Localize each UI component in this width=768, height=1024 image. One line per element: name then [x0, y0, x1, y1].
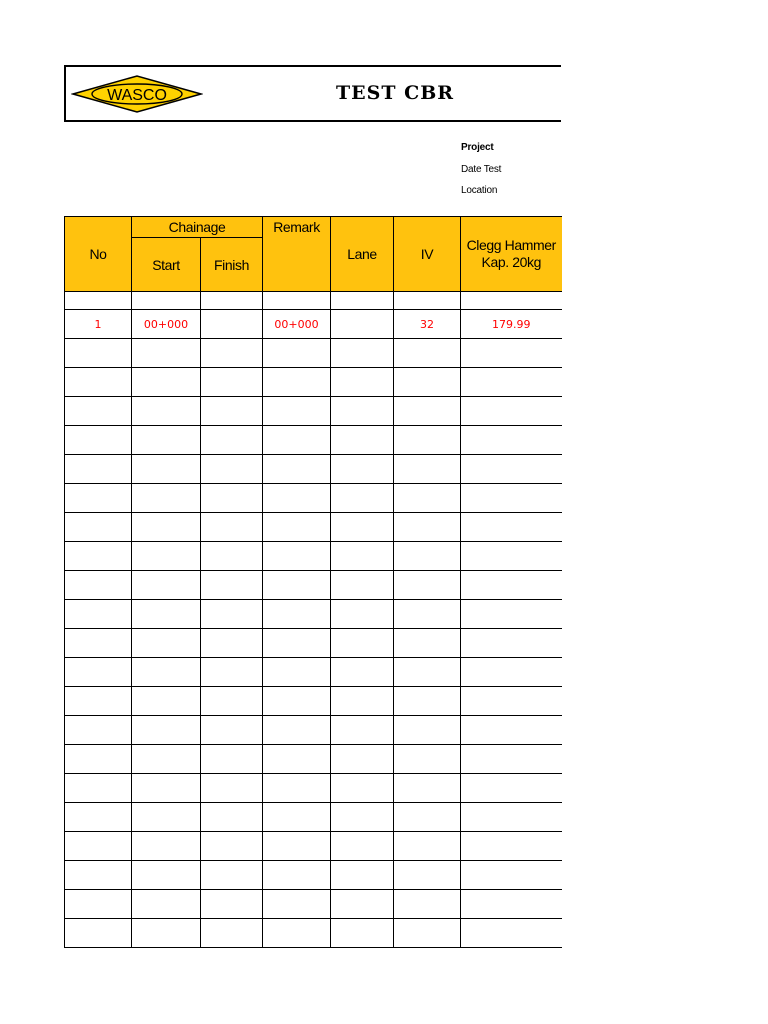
cbr-table: [64, 216, 562, 948]
empty-cell: [394, 368, 461, 397]
empty-cell: [461, 890, 562, 919]
empty-cell: [263, 426, 331, 455]
empty-cell: [201, 687, 263, 716]
empty-cell: [394, 600, 461, 629]
empty-cell: [65, 368, 132, 397]
empty-cell: [461, 919, 562, 948]
table-row: [65, 658, 562, 687]
empty-cell: [263, 658, 331, 687]
table-row: [65, 397, 562, 426]
empty-cell: [65, 542, 132, 571]
empty-cell: [201, 890, 263, 919]
col-header-remark: Remark: [263, 217, 331, 292]
empty-cell: [263, 600, 331, 629]
table-row: [65, 426, 562, 455]
empty-cell: [394, 716, 461, 745]
empty-cell: [394, 832, 461, 861]
empty-cell: [331, 397, 394, 426]
empty-cell: [394, 339, 461, 368]
empty-cell: [394, 774, 461, 803]
empty-cell: [394, 513, 461, 542]
empty-cell: [394, 861, 461, 890]
empty-cell: [331, 571, 394, 600]
empty-cell: [461, 542, 562, 571]
empty-cell: [394, 890, 461, 919]
table-row: [65, 687, 562, 716]
empty-cell: [461, 397, 562, 426]
empty-cell: [201, 629, 263, 658]
empty-cell: [331, 426, 394, 455]
empty-cell: [65, 890, 132, 919]
wasco-logo: [71, 74, 203, 114]
empty-cell: [132, 861, 201, 890]
empty-cell: [331, 687, 394, 716]
empty-cell: [331, 629, 394, 658]
empty-cell: [263, 803, 331, 832]
empty-cell: [132, 397, 201, 426]
empty-cell: [331, 484, 394, 513]
empty-cell: [201, 426, 263, 455]
empty-cell: [394, 658, 461, 687]
empty-cell: [331, 368, 394, 397]
empty-cell: [201, 658, 263, 687]
date-test-label: Date Test: [461, 164, 502, 175]
empty-cell: [461, 658, 562, 687]
empty-cell: [394, 571, 461, 600]
empty-cell: [201, 455, 263, 484]
empty-cell: [461, 745, 562, 774]
page-title: TEST CBR: [336, 82, 455, 104]
empty-cell: [65, 484, 132, 513]
empty-cell: [331, 339, 394, 368]
empty-cell: [201, 600, 263, 629]
empty-cell: [132, 368, 201, 397]
empty-cell: [65, 658, 132, 687]
empty-cell: [263, 890, 331, 919]
empty-cell: [394, 687, 461, 716]
cell-iv: 32: [394, 310, 461, 339]
cell-remark: 00+000: [263, 310, 331, 339]
empty-cell: [331, 513, 394, 542]
empty-cell: [331, 658, 394, 687]
empty-cell: [132, 600, 201, 629]
empty-cell: [65, 687, 132, 716]
empty-cell: [132, 571, 201, 600]
table-row: [65, 919, 562, 948]
empty-cell: [394, 803, 461, 832]
table-row: [65, 774, 562, 803]
table-row: [65, 832, 562, 861]
empty-cell: [461, 455, 562, 484]
empty-cell: [132, 513, 201, 542]
table-row: [65, 339, 562, 368]
empty-cell: [132, 455, 201, 484]
table-row: [65, 368, 562, 397]
empty-cell: [331, 745, 394, 774]
empty-cell: [331, 832, 394, 861]
empty-cell: [263, 513, 331, 542]
empty-cell: [201, 484, 263, 513]
empty-cell: [132, 890, 201, 919]
empty-cell: [331, 890, 394, 919]
empty-cell: [394, 629, 461, 658]
document-header: [64, 65, 561, 122]
empty-cell: [263, 745, 331, 774]
empty-cell: [394, 455, 461, 484]
empty-cell: [461, 629, 562, 658]
empty-cell: [461, 426, 562, 455]
empty-cell: [132, 658, 201, 687]
empty-cell: [65, 426, 132, 455]
empty-cell: [263, 832, 331, 861]
empty-cell: [201, 571, 263, 600]
cell-no: 1: [65, 310, 132, 339]
empty-cell: [65, 861, 132, 890]
cell-start: 00+000: [132, 310, 201, 339]
empty-cell: [201, 542, 263, 571]
col-header-iv: IV: [394, 217, 461, 292]
table-row: [65, 542, 562, 571]
empty-cell: [263, 629, 331, 658]
empty-cell: [132, 629, 201, 658]
empty-cell: [331, 861, 394, 890]
empty-cell: [65, 745, 132, 774]
table-row: [65, 861, 562, 890]
empty-cell: [263, 919, 331, 948]
empty-cell: [132, 339, 201, 368]
empty-cell: [201, 716, 263, 745]
empty-cell: [461, 716, 562, 745]
empty-cell: [263, 774, 331, 803]
table-row: [65, 513, 562, 542]
empty-cell: [65, 629, 132, 658]
col-header-chainage: Chainage: [132, 217, 263, 238]
empty-cell: [263, 484, 331, 513]
cell-finish: [201, 310, 263, 339]
empty-cell: [132, 803, 201, 832]
location-label: Location: [461, 185, 498, 196]
empty-cell: [132, 426, 201, 455]
empty-cell: [461, 600, 562, 629]
empty-cell: [65, 919, 132, 948]
empty-cell: [394, 484, 461, 513]
table-row: [65, 571, 562, 600]
table-row: [65, 745, 562, 774]
col-header-finish: Finish: [201, 238, 263, 292]
empty-cell: [65, 716, 132, 745]
table-body: [65, 292, 562, 948]
empty-cell: [65, 513, 132, 542]
empty-cell: [65, 571, 132, 600]
table-row: [65, 890, 562, 919]
empty-cell: [201, 339, 263, 368]
table-row: [65, 600, 562, 629]
empty-cell: [132, 542, 201, 571]
empty-cell: [132, 919, 201, 948]
empty-cell: [201, 774, 263, 803]
empty-cell: [201, 368, 263, 397]
empty-cell: [263, 542, 331, 571]
empty-cell: [331, 455, 394, 484]
empty-cell: [263, 687, 331, 716]
empty-cell: [394, 919, 461, 948]
empty-cell: [331, 542, 394, 571]
empty-cell: [132, 687, 201, 716]
empty-cell: [263, 397, 331, 426]
empty-cell: [461, 803, 562, 832]
empty-cell: [132, 774, 201, 803]
empty-cell: [461, 513, 562, 542]
empty-cell: [132, 745, 201, 774]
empty-cell: [65, 832, 132, 861]
table-row: [65, 803, 562, 832]
cell-lane: [331, 310, 394, 339]
col-header-start: Start: [132, 238, 201, 292]
empty-cell: [65, 397, 132, 426]
empty-cell: [132, 832, 201, 861]
empty-cell: [331, 919, 394, 948]
empty-cell: [132, 484, 201, 513]
table-row: [65, 310, 562, 339]
empty-cell: [201, 919, 263, 948]
project-label: Project: [461, 142, 494, 153]
col-header-clegg-hammer: Clegg Hammer Kap. 20kg: [461, 217, 562, 292]
empty-cell: [65, 600, 132, 629]
empty-cell: [201, 832, 263, 861]
empty-cell: [461, 774, 562, 803]
empty-cell: [394, 542, 461, 571]
empty-cell: [263, 455, 331, 484]
empty-cell: [263, 571, 331, 600]
empty-cell: [201, 397, 263, 426]
empty-cell: [331, 716, 394, 745]
cell-clegg: 179.99: [461, 310, 562, 339]
table-row: [65, 484, 562, 513]
empty-cell: [461, 687, 562, 716]
empty-cell: [263, 339, 331, 368]
table-row: [65, 292, 562, 310]
empty-cell: [65, 774, 132, 803]
empty-cell: [201, 861, 263, 890]
empty-cell: [331, 803, 394, 832]
empty-cell: [263, 861, 331, 890]
empty-cell: [461, 339, 562, 368]
empty-cell: [461, 832, 562, 861]
empty-cell: [394, 397, 461, 426]
logo-text: WASCO: [107, 87, 167, 104]
empty-cell: [263, 368, 331, 397]
col-header-lane: Lane: [331, 217, 394, 292]
empty-cell: [461, 368, 562, 397]
empty-cell: [461, 484, 562, 513]
empty-cell: [65, 455, 132, 484]
empty-cell: [331, 774, 394, 803]
empty-cell: [201, 513, 263, 542]
table-row: [65, 629, 562, 658]
col-header-no: No: [65, 217, 132, 292]
table-row: [65, 716, 562, 745]
empty-cell: [394, 426, 461, 455]
empty-cell: [201, 745, 263, 774]
empty-cell: [461, 861, 562, 890]
empty-cell: [394, 745, 461, 774]
table-row: [65, 455, 562, 484]
empty-cell: [263, 716, 331, 745]
empty-cell: [65, 339, 132, 368]
empty-cell: [65, 803, 132, 832]
empty-cell: [201, 803, 263, 832]
empty-cell: [331, 600, 394, 629]
empty-cell: [132, 716, 201, 745]
empty-cell: [461, 571, 562, 600]
